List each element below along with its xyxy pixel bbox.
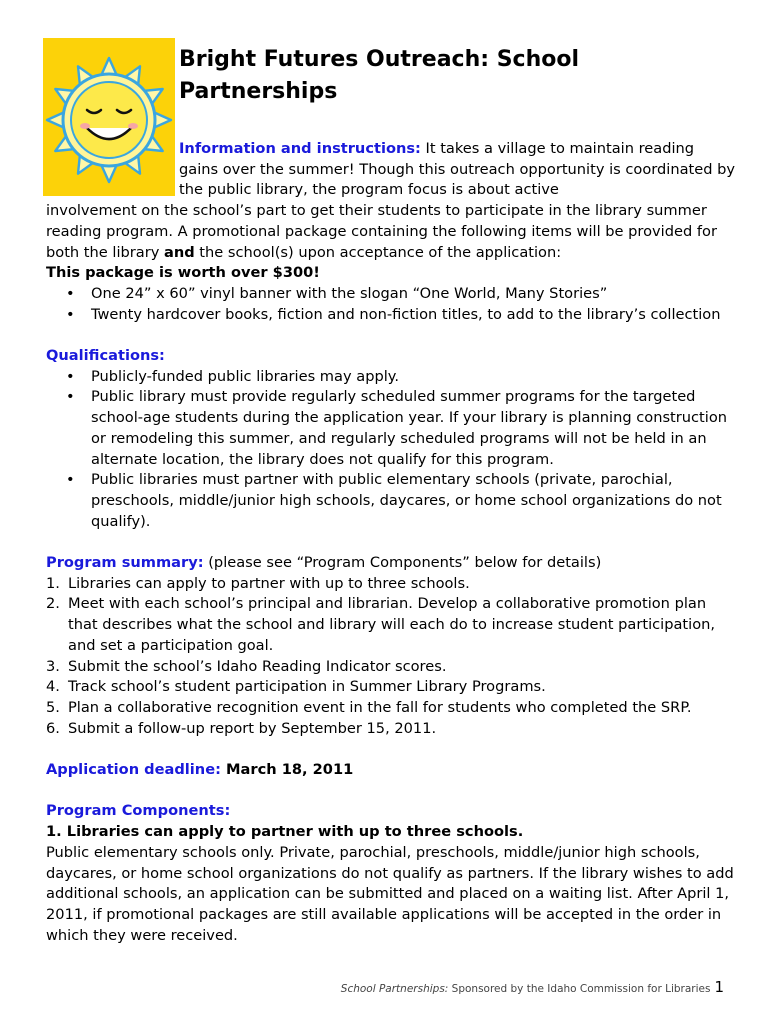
info-text-tail: the school(s) upon acceptance of the application: [194,243,562,261]
list-item-text: Public libraries must partner with public elementary schools (private, parochial, preschools, middle/junior high schools, daycares, or home school organizations do not qualify). [91,471,722,530]
list-item-text: Plan a collaborative recognition event in the fall for students who completed the SRP. [68,698,692,716]
list-item: 5. Plan a collaborative recognition event in the fall for students who completed the SRP. [46,698,692,716]
bullet-icon: • [66,471,75,489]
list-item: 1. Libraries can apply to partner with up to three schools. [46,574,470,592]
page-title: Bright Futures Outreach: School Partnerships [179,47,580,104]
info-text-lead: It takes a village to maintain reading gains over the summer! Though this outreach opportunity is coordinated by the public library, the program focus is about active [179,140,736,199]
info-text-bold: and [163,243,195,261]
list-item [46,367,736,388]
components-heading: Program Components: [46,802,231,820]
list-item-text: Libraries can apply to partner with up to three schools. [68,574,470,592]
info-paragraph-lead [46,139,736,201]
info-heading: Information and instructions: [179,140,421,157]
list-item-text: Public library must provide regularly scheduled summer programs for the targeted school-age students during the application year. If your library is planning construction or remodeling this summer, and regularly scheduled programs will not be held in an alternate location, the library does not qualify for this program. [91,388,727,468]
package-items-list [46,284,736,325]
document-body [46,139,736,946]
deadline-date: March 18, 2011 [220,761,354,779]
list-item [46,284,736,305]
bullet-icon: • [66,388,75,406]
info-paragraph [46,201,736,263]
footer-text: Sponsored by the Idaho Commission for Libraries [448,983,711,995]
list-item-text: One 24” x 60” vinyl banner with the slogan “One World, Many Stories” [91,284,608,302]
components-subheading: 1. Libraries can apply to partner with up to three schools. [46,823,524,841]
list-item: 3. Submit the school’s Idaho Reading Indicator scores. [46,657,447,675]
page-number: 1 [714,978,724,996]
summary-list [46,574,736,740]
list-item [46,387,736,470]
summary-note: (please see “Program Components” below for details) [203,554,602,572]
deadline-label: Application deadline: [46,761,221,779]
qualifications-heading: Qualifications: [46,347,165,365]
list-item: 6. Submit a follow-up report by September 15, 2011. [46,719,437,737]
list-item-text: Publicly-funded public libraries may apply. [91,367,399,385]
list-item-text: Submit a follow-up report by September 15, 2011. [68,719,437,737]
footer-italic: School Partnerships: [340,983,449,995]
qualifications-list [46,367,736,533]
list-item-text: Twenty hardcover books, fiction and non-fiction titles, to add to the library’s collection [91,305,721,323]
bullet-icon: • [66,284,75,302]
bullet-icon: • [66,305,75,323]
summary-heading-line [46,553,736,574]
components-text: Public elementary schools only. Private, parochial, preschools, middle/junior high schools, daycares, or home school organizations do not qualify as partners. If the library wishes to add additional schools, an application can be submitted and placed on a waiting list. After April 1, 2011, if promotional packages are still available applications will be accepted in the order in which they were received. [46,843,734,944]
package-worth: This package is worth over $300! [46,264,320,282]
list-item: 4. Track school’s student participation in Summer Library Programs. [46,678,546,696]
summary-heading: Program summary: [46,554,204,572]
list-item [46,470,736,532]
list-item-text: Track school’s student participation in Summer Library Programs. [68,678,546,696]
list-item: 2. Meet with each school’s principal and librarian. Develop a collaborative promotion plan that describes what the school and library will each do to increase student participation, and set a participation goal. [46,595,716,654]
deadline-line [46,760,736,781]
bullet-icon: • [66,367,75,385]
page-footer [341,978,724,996]
list-item-text: Meet with each school’s principal and librarian. Develop a collaborative promotion plan that describes what the school and library will each do to increase student participation, and set a participation goal. [68,595,716,654]
list-item-text: Submit the school’s Idaho Reading Indicator scores. [68,657,447,675]
list-item [46,305,736,326]
info-text-rest: involvement on the school’s part to get their students to participate in the library summer reading program. A promotional package containing the following items will be provided for both the library [46,202,717,261]
